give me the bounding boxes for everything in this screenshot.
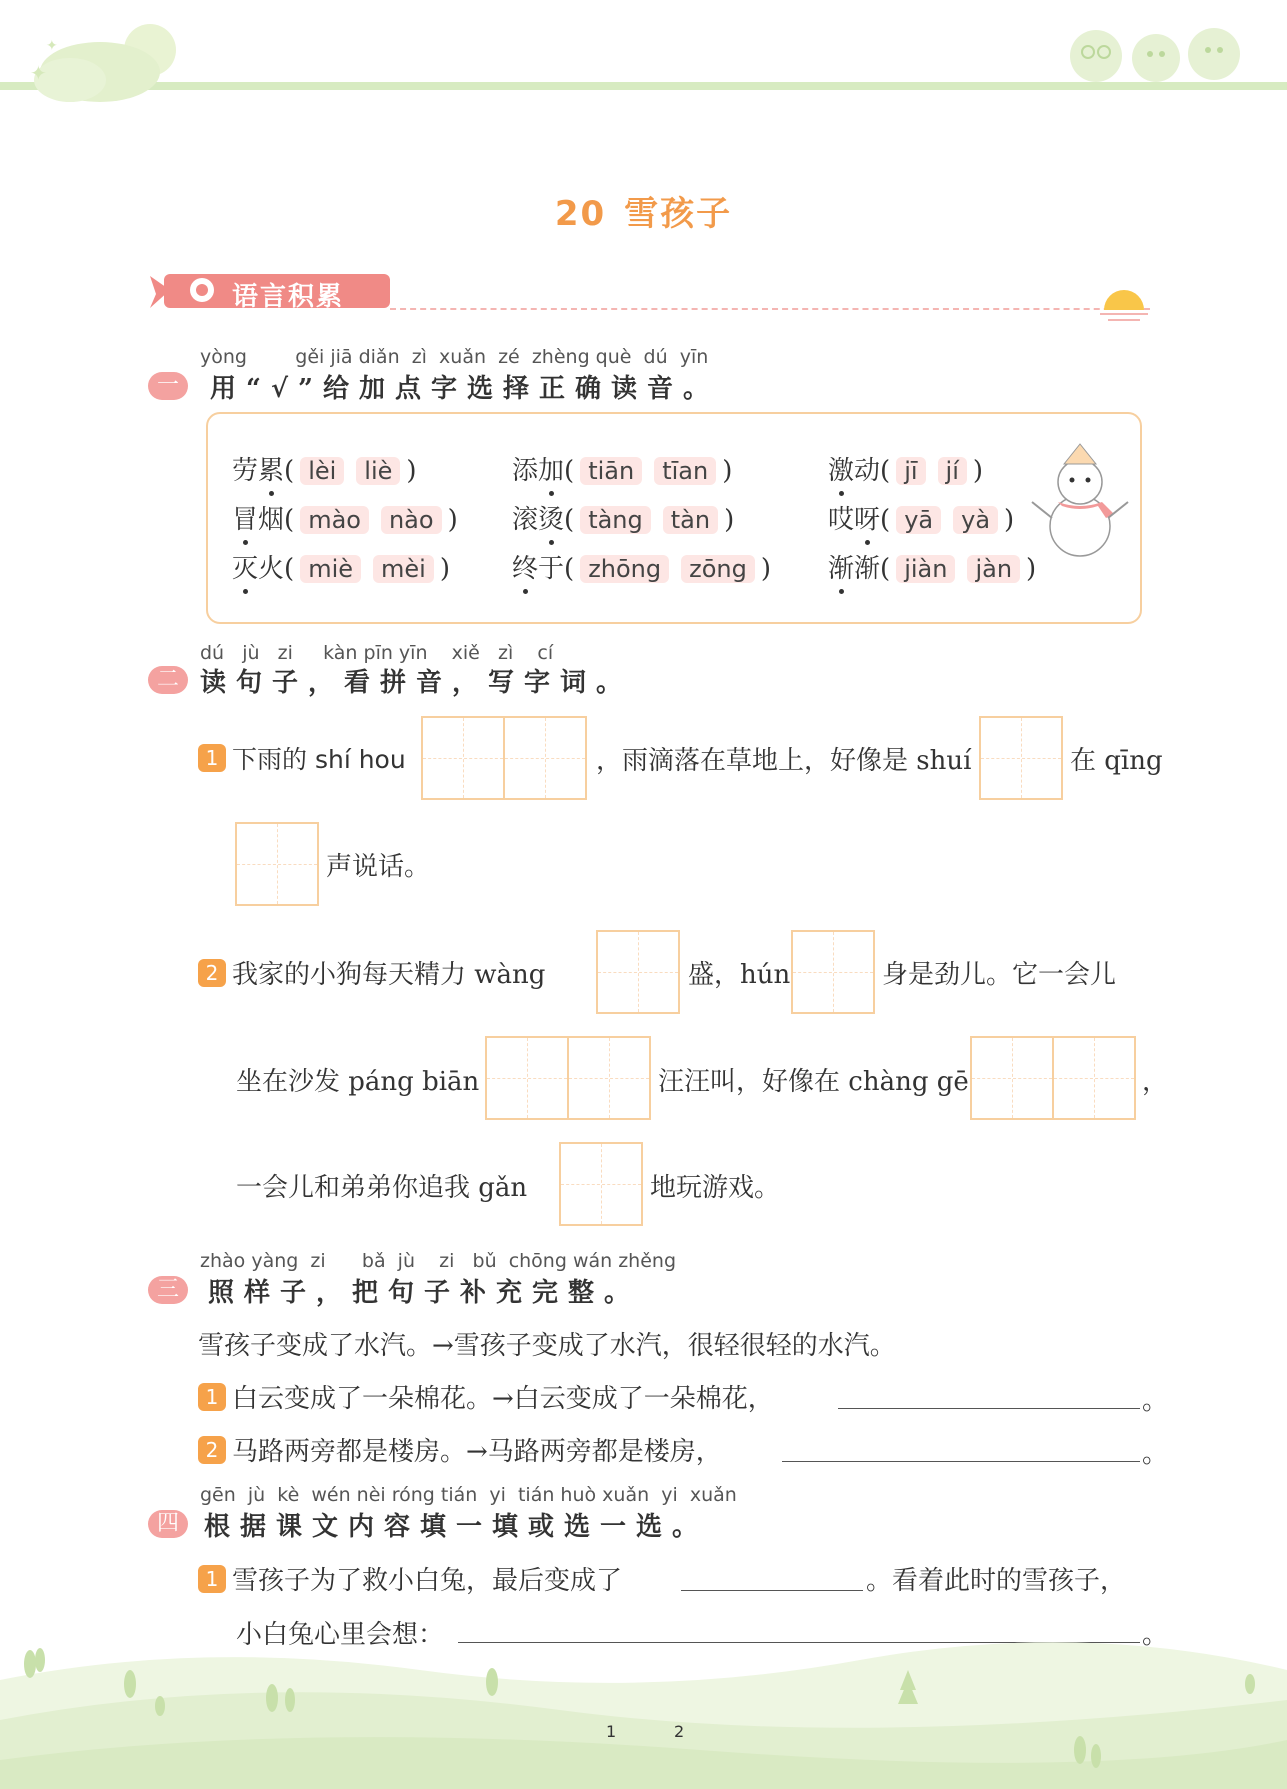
q1-option[interactable]: tīan <box>654 457 716 485</box>
q1-item-3-char2: 动 <box>854 456 881 486</box>
svg-text:✦: ✦ <box>30 61 47 85</box>
q4-item-1-answer-line-1[interactable] <box>681 1590 863 1591</box>
q1-item-9-dotted: 渐 <box>828 554 855 584</box>
snowman-icon <box>1030 440 1130 560</box>
q1-option[interactable]: zhōng <box>580 555 669 583</box>
q1-item-5-char1: 滚 <box>512 505 539 535</box>
q2-s1-text-c: 在 qīng <box>1070 746 1163 776</box>
q3-item-2-end: 。 <box>1142 1439 1169 1469</box>
q1-option[interactable]: yà <box>953 506 998 534</box>
q2-s1-grid-shihou[interactable] <box>421 716 587 800</box>
q1-badge: 一 <box>148 372 188 400</box>
q3-item-1 <box>198 1378 774 1415</box>
q1-item-8: 终于( zhōng zōng ) <box>512 554 772 584</box>
q3-pinyin: zhào yàng zi bǎ jù zi bǔ chōng wán zhěng <box>200 1250 677 1272</box>
q1-pinyin: yòng gěi jiā diǎn zì xuǎn zé zhèng què dú yīn <box>200 346 709 368</box>
q1-option[interactable]: zōng <box>681 555 755 583</box>
q2-s2-text-f: ， <box>1142 1067 1169 1097</box>
q2-s2-grid-wang[interactable] <box>596 930 680 1014</box>
q1-option[interactable]: tàn <box>663 506 718 534</box>
q2-instruction: 读句子，看拼音，写字词。 <box>200 668 633 698</box>
q2-s2-number: 2 <box>198 959 226 987</box>
q1-option[interactable]: jī <box>896 457 925 485</box>
q1-item-8-char2: 于 <box>538 554 565 584</box>
q2-s2-text-a: 我家的小狗每天精力 wàng <box>232 960 546 990</box>
q1-option[interactable]: lèi <box>300 457 344 485</box>
q1-option[interactable]: mào <box>300 506 369 534</box>
q3-item-1-answer-line[interactable] <box>838 1408 1140 1409</box>
q1-instruction: 用“√”给加点字选择正确读音。 <box>210 374 719 404</box>
q1-item-7-dotted: 灭 <box>232 554 259 584</box>
q1-item-3-dotted: 激 <box>828 456 855 486</box>
q2-s1-grid-shui[interactable] <box>979 716 1063 800</box>
section-title: 语言积累 <box>232 282 345 312</box>
q3-badge: 三 <box>148 1276 188 1304</box>
page-number-left: 1 <box>606 1722 617 1741</box>
q4-item-1-text-c: 小白兔心里会想： <box>236 1620 445 1650</box>
sun-cloud-icon <box>20 10 210 110</box>
page-title <box>0 186 1287 235</box>
q2-s2-text-d: 坐在沙发 páng biān <box>236 1067 480 1097</box>
q4-item-1-text-b: 。看着此时的雪孩子， <box>866 1566 1127 1596</box>
q1-option[interactable]: mèi <box>373 555 434 583</box>
q1-item-1-dotted: 累 <box>258 456 285 486</box>
lesson-number: 20 <box>554 194 607 234</box>
q2-s2-text-h: 地玩游戏。 <box>650 1173 781 1203</box>
q2-s1-text-a: 下雨的 shí hou <box>232 745 406 774</box>
q1-option[interactable]: jiàn <box>896 555 955 583</box>
footer-hills-illustration <box>0 1640 1287 1789</box>
q1-item-1: 劳累( lèi liè ) <box>232 456 417 486</box>
q2-s1-number: 1 <box>198 744 226 772</box>
q1-item-3: 激动( jī jí ) <box>828 456 984 486</box>
q1-item-4-dotted: 冒 <box>232 505 259 535</box>
q4-pinyin: gēn jù kè wén nèi róng tián yi tián huò xuǎn yi xuǎn <box>200 1484 737 1506</box>
q2-s2-grid-changge[interactable] <box>970 1036 1136 1120</box>
q2-badge: 二 <box>148 666 188 694</box>
q1-item-5: 滚烫( tàng tàn ) <box>512 505 735 535</box>
q1-option[interactable]: tàng <box>580 506 651 534</box>
q1-item-6-dotted: 呀 <box>854 505 881 535</box>
q3-item-1-end: 。 <box>1142 1386 1169 1416</box>
q1-item-2-dotted: 加 <box>538 456 565 486</box>
q1-option[interactable]: jàn <box>967 555 1020 583</box>
q1-item-2: 添加( tiān tīan ) <box>512 456 733 486</box>
q1-option[interactable]: yā <box>896 506 941 534</box>
q4-item-1-part-a <box>198 1560 622 1597</box>
lesson-title: 雪孩子 <box>624 194 733 234</box>
q4-item-1-end: 。 <box>1142 1620 1169 1650</box>
q1-item-7: 灭火( miè mèi ) <box>232 554 450 584</box>
q2-pinyin: dú jù zi kàn pīn yīn xiě zì cí <box>200 642 554 664</box>
q2-s2-text-c: 身是劲儿。它一会儿 <box>882 960 1117 990</box>
q3-item-2-number: 2 <box>198 1436 226 1464</box>
q2-s2-text-g: 一会儿和弟弟你追我 gǎn <box>236 1173 528 1203</box>
q3-item-2 <box>198 1431 722 1468</box>
page-number-right: 2 <box>674 1722 685 1741</box>
section-dashed-line <box>390 308 1150 310</box>
q1-item-4-char2: 烟 <box>258 505 285 535</box>
q1-item-2-char1: 添 <box>512 456 539 486</box>
q2-s2-grid-hun[interactable] <box>791 930 875 1014</box>
animal-faces-icon <box>1060 22 1250 88</box>
q3-instruction: 照样子，把句子补充完整。 <box>208 1278 641 1308</box>
q1-item-4: 冒烟( mào nào ) <box>232 505 458 535</box>
q1-option[interactable]: tiān <box>580 457 642 485</box>
q2-s2-grid-pangbian[interactable] <box>485 1036 651 1120</box>
q2-s2-part-a <box>198 954 545 991</box>
svg-text:✦: ✦ <box>46 38 58 54</box>
q1-option[interactable]: jí <box>938 457 967 485</box>
sunrise-icon <box>1100 288 1150 324</box>
q1-option[interactable]: miè <box>300 555 361 583</box>
q1-item-9: 渐渐( jiàn jàn ) <box>828 554 1037 584</box>
q4-item-1-number: 1 <box>198 1565 226 1593</box>
q4-item-1-text-a: 雪孩子为了救小白兔，最后变成了 <box>232 1566 623 1596</box>
q2-s1-text-b: ，雨滴落在草地上，好像是 shuí <box>596 746 972 776</box>
q1-item-9-char2: 渐 <box>854 554 881 584</box>
q2-s2-text-b: 盛，hún <box>688 960 791 990</box>
q4-badge: 四 <box>148 1510 188 1538</box>
q2-s1-part-a <box>198 740 406 776</box>
q2-s1-text-d: 声说话。 <box>326 852 431 882</box>
q3-item-2-answer-line[interactable] <box>782 1461 1140 1462</box>
q1-item-6-char1: 哎 <box>828 505 855 535</box>
q1-option[interactable]: nào <box>381 506 442 534</box>
q1-option[interactable]: liè <box>356 457 400 485</box>
q2-s1-grid-qing[interactable] <box>235 822 319 906</box>
q3-item-1-number: 1 <box>198 1383 226 1411</box>
q1-item-1-char1: 劳 <box>232 456 259 486</box>
q2-s2-grid-gan[interactable] <box>559 1142 643 1226</box>
q1-item-7-char2: 火 <box>258 554 285 584</box>
q3-example: 雪孩子变成了水汽。→雪孩子变成了水汽，很轻很轻的水汽。 <box>198 1331 896 1361</box>
q1-item-5-dotted: 烫 <box>538 505 565 535</box>
q4-instruction: 根据课文内容填一填或选一选。 <box>204 1512 709 1542</box>
q2-s2-text-e: 汪汪叫，好像在 chàng gē <box>658 1067 969 1097</box>
q3-item-2-text: 马路两旁都是楼房。→马路两旁都是楼房， <box>232 1437 722 1467</box>
q1-item-8-dotted: 终 <box>512 554 539 584</box>
q1-item-6: 哎呀( yā yà ) <box>828 505 1015 535</box>
q3-item-1-text: 白云变成了一朵棉花。→白云变成了一朵棉花， <box>232 1384 774 1414</box>
